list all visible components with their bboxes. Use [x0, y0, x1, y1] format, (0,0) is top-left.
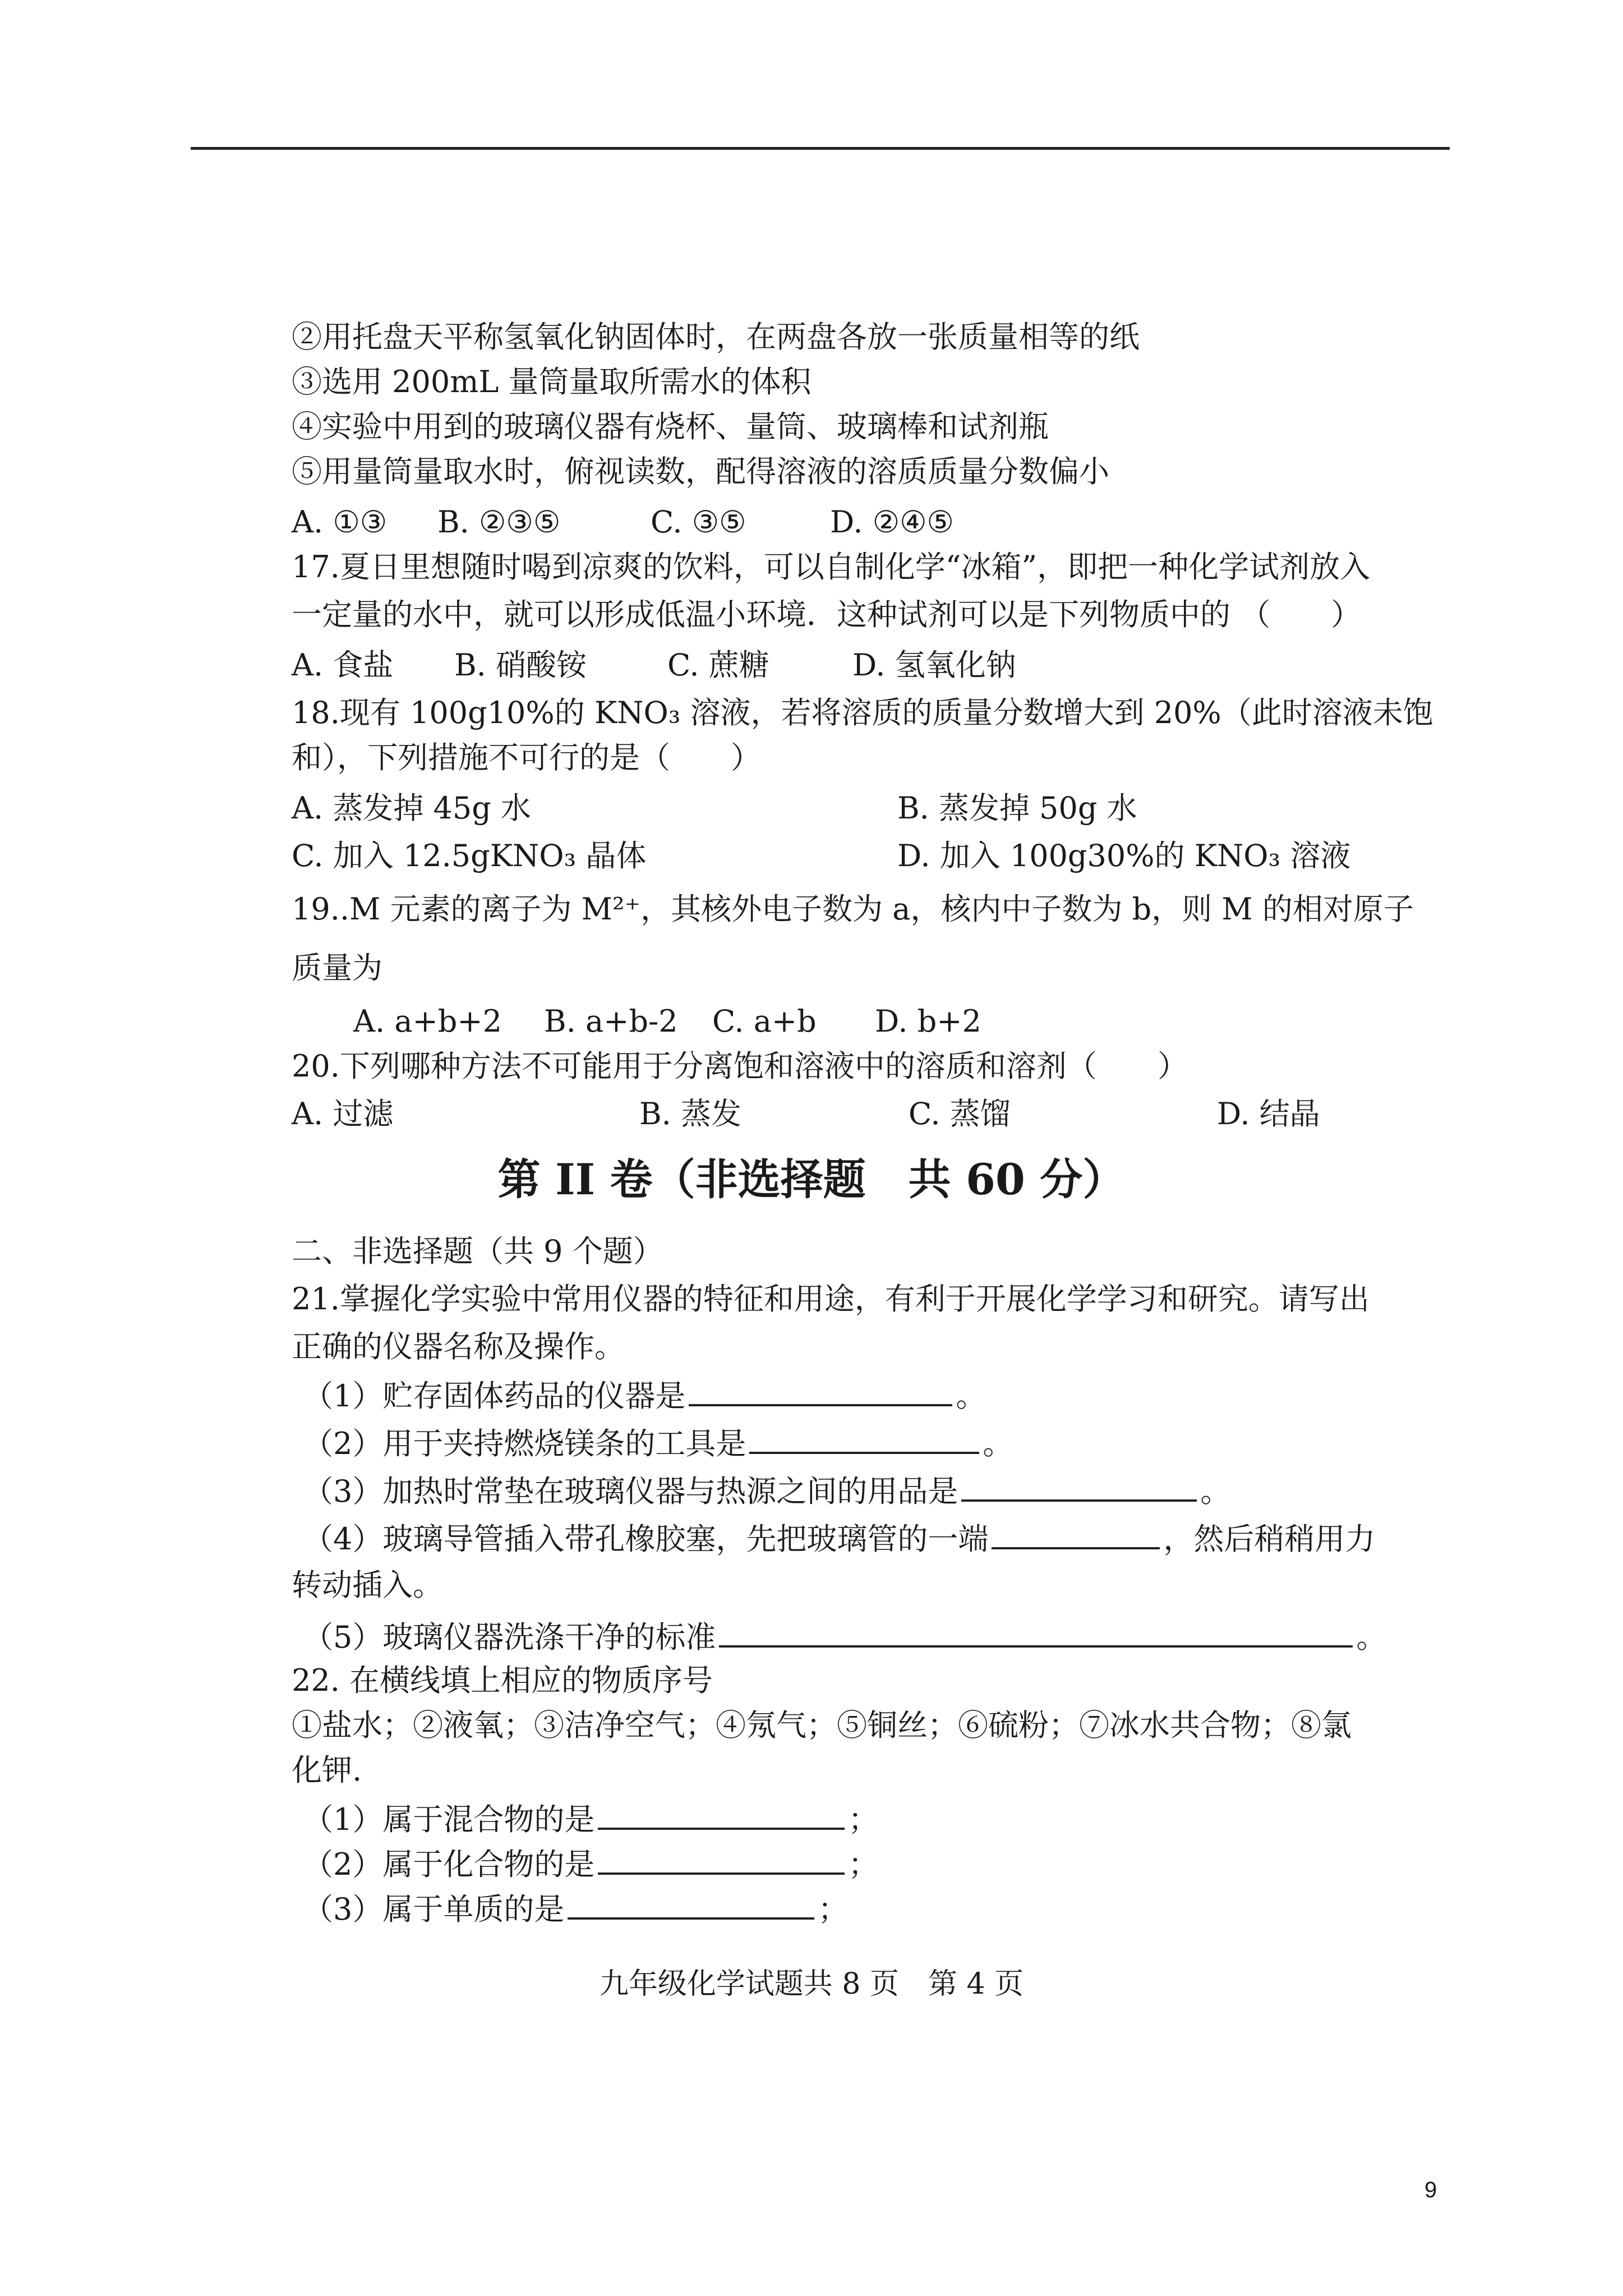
q22-line2: ①盐水；②液氧；③洁净空气；④氖气；⑤铜丝；⑥硫粉；⑦冰水共合物；⑧氯 [292, 1708, 1352, 1743]
prev-option-a: A. ①③ [292, 504, 388, 540]
prev-option-c: C. ③⑤ [651, 504, 746, 540]
q21-sub1-end: 。 [956, 1378, 986, 1414]
q18-option-d: D. 加入 100g30%的 KNO₃ 溶液 [897, 838, 1351, 873]
q22-sub3-text: （3）属于单质的是 [303, 1892, 565, 1927]
prev-option-d: D. ②④⑤ [830, 504, 954, 540]
q22-blank-3[interactable] [568, 1889, 814, 1920]
q19-line2: 质量为 [292, 950, 382, 986]
q17-option-b: B. 硝酸铵 [454, 647, 587, 683]
item-4: ④实验中用到的玻璃仪器有烧杯、量筒、玻璃棒和试剂瓶 [292, 409, 1049, 444]
q21-sub4-cont: 转动插入。 [292, 1567, 443, 1603]
q21-blank-3[interactable] [961, 1471, 1197, 1502]
q22-sub1-text: （1）属于混合物的是 [303, 1802, 595, 1837]
q22-line1: 22. 在横线填上相应的物质序号 [292, 1663, 713, 1698]
q22-sub1-end: ； [848, 1802, 879, 1837]
q22-blank-2[interactable] [598, 1844, 845, 1875]
q17-option-d: D. 氢氧化钠 [852, 647, 1016, 683]
q18-line1: 18.现有 100g10%的 KNO₃ 溶液，若将溶质的质量分数增大到 20%（此时溶液未饱 [292, 695, 1433, 730]
q22-sub1 [303, 1800, 878, 1838]
q21-blank-1[interactable] [689, 1376, 952, 1406]
q21-sub5-end: 。 [1356, 1619, 1387, 1655]
q21-blank-2[interactable] [749, 1424, 979, 1454]
q17-line2: 一定量的水中，就可以形成低温小环境．这种试剂可以是下列物质中的 （ ） [292, 597, 1362, 632]
q21-sub1 [303, 1376, 986, 1415]
item-3: ③选用 200mL 量筒量取所需水的体积 [292, 364, 811, 399]
q21-sub2-end: 。 [983, 1426, 1013, 1461]
q18-option-c: C. 加入 12.5gKNO₃ 晶体 [292, 838, 647, 873]
q22-sub2 [303, 1844, 878, 1883]
page-footer: 九年级化学试题共 8 页 第 4 页 [599, 1967, 1024, 2001]
page-number: 9 [1424, 2178, 1437, 2202]
q18-line2: 和），下列措施不可行的是（ ） [292, 740, 761, 775]
q17-option-a: A. 食盐 [292, 647, 394, 683]
q22-sub2-text: （2）属于化合物的是 [303, 1847, 595, 1882]
q19-option-a: A. a+b+2 [353, 1004, 502, 1039]
section-title: 第 II 卷（非选择题 共 60 分） [497, 1154, 1126, 1204]
q21-blank-5[interactable] [719, 1617, 1353, 1648]
q19-option-c: C. a+b [712, 1004, 817, 1039]
q21-sub4-text: （4）玻璃导管插入带孔橡胶塞，先把玻璃管的一端 [303, 1521, 989, 1557]
q22-line3: 化钾. [292, 1752, 362, 1788]
q21-sub3 [303, 1471, 1230, 1510]
q19-line1: 19..M 元素的离子为 M²⁺，其核外电子数为 a，核内中子数为 b，则 M 的相对原子 [292, 891, 1414, 927]
q21-sub3-end: 。 [1200, 1474, 1231, 1509]
q22-sub3 [303, 1889, 848, 1928]
q21-sub5 [303, 1617, 1386, 1656]
q21-sub2 [303, 1424, 1013, 1462]
q19-option-d: D. b+2 [875, 1004, 981, 1039]
q21-sub1-text: （1）贮存固体药品的仪器是 [303, 1378, 686, 1414]
q22-sub2-end: ； [848, 1847, 879, 1882]
q22-sub3-end: ； [818, 1892, 849, 1927]
q21-sub3-text: （3）加热时常垫在玻璃仪器与热源之间的用品是 [303, 1474, 958, 1509]
q18-option-b: B. 蒸发掉 50g 水 [897, 790, 1137, 826]
q17-option-c: C. 蔗糖 [667, 647, 769, 683]
top-rule [191, 147, 1450, 150]
q21-sub2-text: （2）用于夹持燃烧镁条的工具是 [303, 1426, 746, 1461]
q17-line1: 17.夏日里想随时喝到凉爽的饮料，可以自制化学“冰箱”，即把一种化学试剂放入 [292, 549, 1371, 585]
q19-option-b: B. a+b-2 [544, 1004, 678, 1039]
q21-sub4-tail: ，然后稍稍用力 [1163, 1521, 1376, 1557]
q20-line1: 20.下列哪种方法不可能用于分离饱和溶液中的溶质和溶剂（ ） [292, 1048, 1188, 1084]
q21-sub4 [303, 1519, 1375, 1558]
q20-option-b: B. 蒸发 [639, 1096, 742, 1131]
q21-line1: 21.掌握化学实验中常用仪器的特征和用途，有利于开展化学学习和研究。请写出 [292, 1281, 1370, 1317]
q20-option-c: C. 蒸馏 [909, 1096, 1011, 1131]
prev-option-b: B. ②③⑤ [437, 504, 561, 540]
q20-option-d: D. 结晶 [1217, 1096, 1320, 1131]
part2-label: 二、非选择题（共 9 个题） [292, 1234, 663, 1269]
q18-option-a: A. 蒸发掉 45g 水 [292, 790, 531, 826]
q21-sub5-text: （5）玻璃仪器洗涤干净的标准 [303, 1619, 716, 1655]
q21-line2: 正确的仪器名称及操作。 [292, 1329, 625, 1364]
q20-option-a: A. 过滤 [292, 1096, 394, 1131]
item-5: ⑤用量筒量取水时，俯视读数，配得溶液的溶质质量分数偏小 [292, 454, 1109, 489]
item-2: ②用托盘天平称氢氧化钠固体时，在两盘各放一张质量相等的纸 [292, 319, 1140, 355]
q22-blank-1[interactable] [598, 1800, 845, 1830]
q21-blank-4[interactable] [992, 1519, 1160, 1549]
